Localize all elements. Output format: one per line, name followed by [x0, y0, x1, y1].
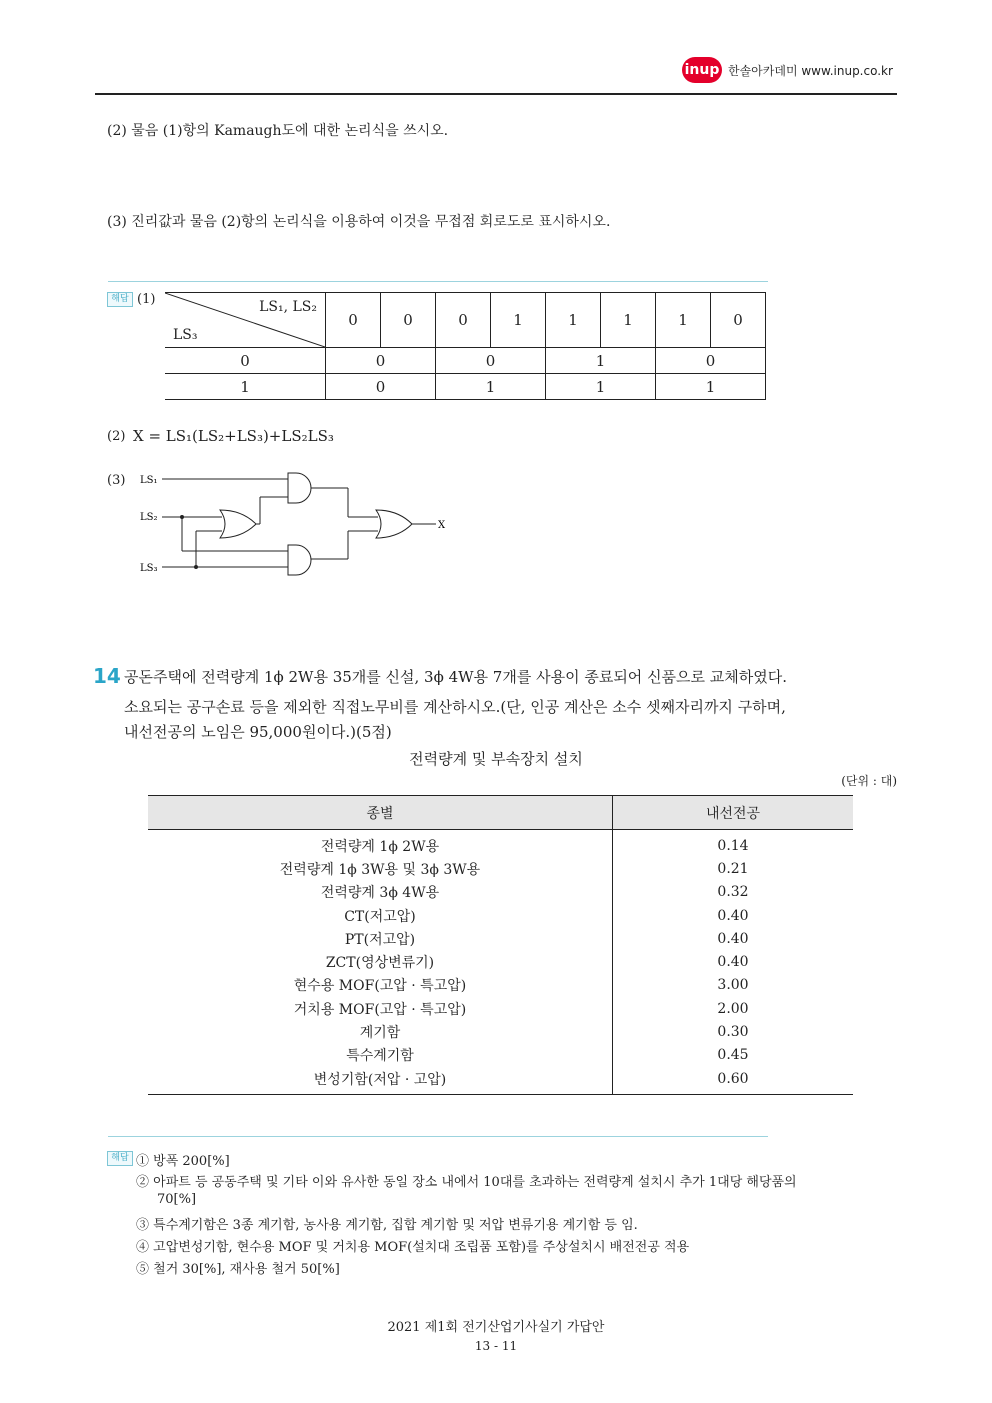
cell-kind: 전력량계 3ϕ 4W용 [148, 881, 613, 904]
table-title: 전력량계 및 부속장치 설치 [409, 750, 583, 768]
answer-label-1: (1) [137, 292, 156, 307]
table-row [148, 881, 853, 904]
circuit-output-x: X [438, 520, 446, 531]
cell-value: 0.40 [717, 954, 749, 971]
brand-text: 한솔아카데미 www.inup.co.kr [728, 64, 893, 78]
table-row [148, 857, 853, 880]
note-3: ③ 특수계기함은 3종 계기함, 농사용 계기함, 집합 계기함 및 저압 변류기용 계기함 등 임. [136, 1218, 638, 1233]
cell-value: 3.00 [717, 977, 749, 994]
kmap-row-header: LS₃ [173, 327, 198, 343]
cell-kind: CT(저고압) [148, 904, 613, 927]
kmap-cell: 0 [326, 348, 436, 374]
kmap-row [165, 374, 766, 400]
answer-label-2: (2) [107, 429, 126, 444]
note-2: ② 아파트 등 공동주택 및 기타 이와 유사한 동일 장소 내에서 10대를 초과하는 전력량계 설치시 추가 1대당 해당품의 [136, 1175, 797, 1190]
kmap-row-label: 0 [165, 348, 326, 374]
or-gate-2 [376, 510, 412, 538]
table-row [148, 974, 853, 997]
table-row [148, 1067, 853, 1095]
table-row [148, 1020, 853, 1043]
kmap-cell: 1 [546, 348, 656, 374]
kmap-top-value: 0 [326, 293, 381, 348]
kmap-column-header: LS₁, LS₂ [259, 299, 317, 315]
cell-value: 0.32 [717, 884, 749, 901]
circuit-input-ls1: LS₁ [140, 475, 158, 486]
answer-badge: 해답 [107, 292, 133, 307]
cell-kind: 계기함 [148, 1020, 613, 1043]
kmap-row-label: 1 [165, 374, 326, 400]
answer-divider [108, 281, 768, 282]
note-5: ⑤ 철거 30[%], 재사용 철거 50[%] [136, 1262, 340, 1277]
question-2: (2) 물음 (1)항의 Kamaugh도에 대한 논리식을 쓰시오. [107, 123, 449, 139]
question-3: (3) 진리값과 물음 (2)항의 논리식을 이용하여 이것을 무접점 회로도로 표시하시오. [107, 214, 611, 230]
header-electrician: 내선전공 [613, 796, 854, 830]
labor-table [148, 795, 853, 1095]
table-row [148, 997, 853, 1020]
answer-divider [108, 1136, 768, 1137]
or-gate-1 [220, 510, 256, 538]
logic-expression: X = LS₁(LS₂+LS₃)+LS₂LS₃ [133, 427, 334, 445]
table-row [148, 904, 853, 927]
kmap-top-value: 0 [381, 293, 436, 348]
kmap-top-value: 1 [546, 293, 601, 348]
cell-kind: 현수용 MOF(고압 · 특고압) [148, 974, 613, 997]
cell-kind: 특수계기함 [148, 1044, 613, 1067]
cell-value: 0.30 [717, 1024, 749, 1041]
answer-label-3: (3) [107, 473, 126, 488]
kmap-top-value: 1 [491, 293, 546, 348]
karnaugh-map-table [165, 292, 766, 400]
cell-kind: 전력량계 1ϕ 3W용 및 3ϕ 3W용 [148, 857, 613, 880]
table-row [148, 950, 853, 973]
table-row [148, 927, 853, 950]
junction-dot [194, 565, 198, 569]
kmap-row [165, 348, 766, 374]
kmap-cell: 1 [546, 374, 656, 400]
question-14-line-1: 공돈주택에 전력량계 1ϕ 2W용 35개를 신설, 3ϕ 4W용 7개를 사용이 종료되어 신품으로 교체하였다. [124, 668, 788, 686]
kmap-corner-cell [165, 293, 326, 348]
note-4: ④ 고압변성기함, 현수용 MOF 및 거치용 MOF(설치대 조립품 포함)를 주상설치시 배전전공 적용 [136, 1240, 690, 1255]
kmap-cell: 0 [326, 374, 436, 400]
cell-kind: 변성기함(저압 · 고압) [148, 1067, 613, 1095]
answer-badge: 해답 [107, 1151, 133, 1166]
cell-value: 0.40 [717, 907, 749, 924]
cell-value: 0.45 [717, 1047, 749, 1064]
junction-dot [180, 515, 184, 519]
kmap-top-value: 0 [711, 293, 766, 348]
question-14-line-3: 내선전공의 노임은 95,000원이다.)(5점) [124, 723, 392, 741]
cell-value: 0.21 [717, 860, 749, 877]
table-header-row [148, 796, 853, 830]
kmap-top-value: 1 [601, 293, 656, 348]
note-2-cont: 70[%] [157, 1192, 197, 1207]
kmap-cell: 0 [436, 348, 546, 374]
kmap-cell: 0 [656, 348, 766, 374]
question-number: 14 [93, 664, 121, 688]
kmap-top-value: 0 [436, 293, 491, 348]
page-number: 13 - 11 [474, 1339, 518, 1353]
cell-kind: 전력량계 1ϕ 2W용 [148, 830, 613, 858]
kmap-cell: 1 [436, 374, 546, 400]
cell-kind: ZCT(영상변류기) [148, 950, 613, 973]
footer-title: 2021 제1회 전기산업기사실기 가답안 [387, 1320, 605, 1335]
note-1: ① 방폭 200[%] [136, 1154, 230, 1169]
logic-circuit-diagram [130, 465, 460, 580]
header-kind: 종별 [148, 796, 613, 830]
question-14-line-2: 소요되는 공구손료 등을 제외한 직접노무비를 계산하시오.(단, 인공 계산은 소수 셋째자리까지 구하며, [124, 698, 786, 716]
circuit-input-ls3: LS₃ [140, 563, 158, 574]
cell-value: 0.60 [613, 1067, 854, 1095]
cell-value: 0.14 [717, 837, 749, 854]
table-row [148, 1044, 853, 1067]
table-unit: (단위 : 대) [841, 774, 897, 788]
circuit-input-ls2: LS₂ [140, 512, 158, 523]
table-row [148, 830, 853, 858]
cell-kind: PT(저고압) [148, 927, 613, 950]
and-gate-1 [288, 473, 311, 503]
header-rule [95, 93, 897, 95]
cell-kind: 거치용 MOF(고압 · 특고압) [148, 997, 613, 1020]
kmap-top-value: 1 [656, 293, 711, 348]
inup-logo: inup [682, 57, 722, 83]
and-gate-2 [288, 545, 311, 575]
cell-value: 2.00 [717, 1000, 749, 1017]
cell-value: 0.40 [717, 930, 749, 947]
kmap-cell: 1 [656, 374, 766, 400]
